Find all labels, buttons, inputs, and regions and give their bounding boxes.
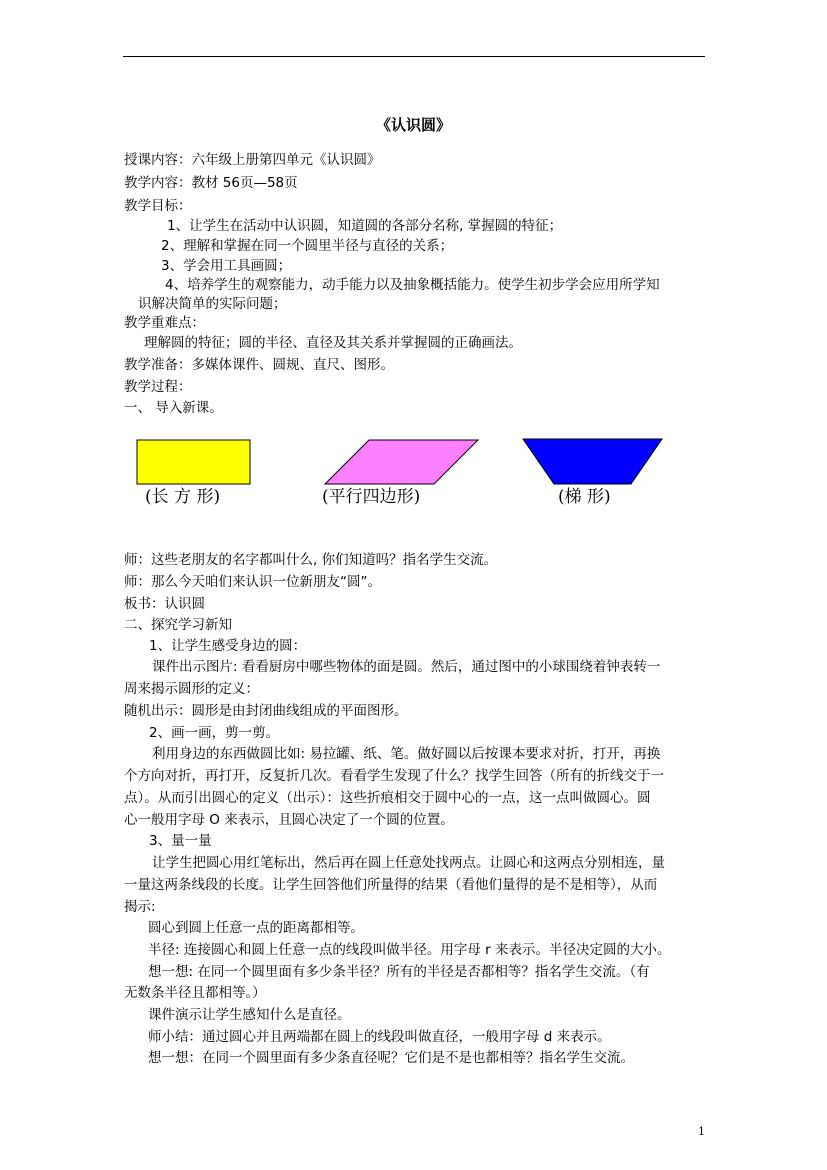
document-title: 《认识圆》: [375, 116, 451, 134]
text-line: 师：这些老朋友的名字都叫什么, 你们知道吗？指名学生交流。: [124, 552, 498, 568]
shape-label-trapezoid: (梯 形): [558, 487, 611, 507]
text-line: 让学生把圆心用红笔标出，然后再在圆上任意处找两点。让圆心和这两点分别相连，量: [152, 855, 665, 871]
page-number: 1: [698, 1125, 705, 1138]
text-line: 无数条半径且都相等。）: [124, 985, 266, 1001]
text-line: 2、理解和掌握在同一个圆里半径与直径的关系；: [161, 238, 454, 254]
text-line: 教学过程：: [124, 379, 192, 395]
text-line: 点）。从而引出圆心的定义（出示）：这些折痕相交于圆中心的一点，这一点叫做圆心。圆: [124, 790, 651, 806]
text-line: 课件出示图片: 看看厨房中哪些物体的面是圆。然后，通过图中的小球围绕着钟表转一: [152, 659, 661, 675]
trapezoid-icon: [522, 438, 664, 486]
shape-label-rectangle: (长 方 形): [145, 487, 221, 507]
text-line: 4、培养学生的观察能力，动手能力以及抽象概括能力。使学生初步学会应用所学知: [165, 277, 660, 293]
text-line: 想一想: 在同一个圆里面有多少条半径？所有的半径是否都相等？指名学生交流。（有: [148, 964, 650, 980]
header-rule: [123, 56, 705, 57]
text-line: 半径: 连接圆心和圆上任意一点的线段叫做半径。用字母 r 来表示。半径决定圆的大小。: [148, 942, 671, 958]
text-line: 利用身边的东西做圆比如: 易拉罐、纸、笔。做好圆以后按课本要求对折，打开，再换: [152, 746, 661, 762]
text-line: 周来揭示圆形的定义：: [124, 681, 259, 697]
text-line: 授课内容：六年级上册第四单元《认识圆》: [124, 152, 381, 168]
text-line: 一、 导入新课。: [124, 400, 223, 416]
text-line: 师：那么今天咱们来认识一位新朋友“圆”。: [124, 574, 381, 590]
text-line: 理解圆的特征；圆的半径、直径及其关系并掌握圆的正确画法。: [144, 335, 522, 351]
text-line: 一量这两条线段的长度。让学生回答他们所量得的结果（看他们量得的是不是相等），从而: [124, 877, 658, 893]
text-line: 3、学会用工具画圆；: [161, 258, 292, 274]
text-line: 2、画一画，剪一剪。: [149, 725, 280, 741]
text-line: 课件演示让学生感知什么是直径。: [148, 1007, 351, 1023]
text-line: 个方向对折，再打开，反复折几次。看看学生发现了什么？找学生回答（所有的折线交于一: [124, 768, 664, 784]
text-line: 心一般用字母 O 来表示，且圆心决定了一个圆的位置。: [124, 812, 454, 828]
shape-label-parallelogram: (平行四边形): [322, 487, 421, 507]
text-line: 圆心到圆上任意一点的距离都相等。: [148, 920, 364, 936]
text-line: 板书：认识圆: [124, 596, 205, 612]
text-line: 3、量一量: [149, 833, 212, 849]
parallelogram-icon: [324, 439, 480, 485]
text-line: 师小结：通过圆心并且两端都在圆上的线段叫做直径，一般用字母 d 来表示。: [148, 1029, 611, 1045]
text-line: 教学准备：多媒体课件、圆规、直尺、图形。: [124, 357, 394, 373]
text-line: 教学目标：: [124, 198, 192, 214]
text-line: 识解决简单的实际问题；: [138, 296, 287, 312]
text-line: 揭示:: [124, 899, 156, 915]
text-line: 1、让学生在活动中认识圆，知道圆的各部分名称, 掌握圆的特征；: [167, 218, 563, 234]
text-line: 想一想：在同一个圆里面有多少条直径呢？它们是不是也都相等？指名学生交流。: [148, 1050, 634, 1066]
text-line: 二、探究学习新知: [124, 617, 232, 633]
text-line: 1、让学生感受身边的圆：: [149, 638, 307, 654]
text-line: 教学内容：教材 56页—58页: [124, 175, 298, 191]
rectangle-icon: [136, 439, 252, 485]
text-line: 随机出示：圆形是由封闭曲线组成的平面图形。: [124, 703, 408, 719]
text-line: 教学重难点：: [124, 315, 205, 331]
